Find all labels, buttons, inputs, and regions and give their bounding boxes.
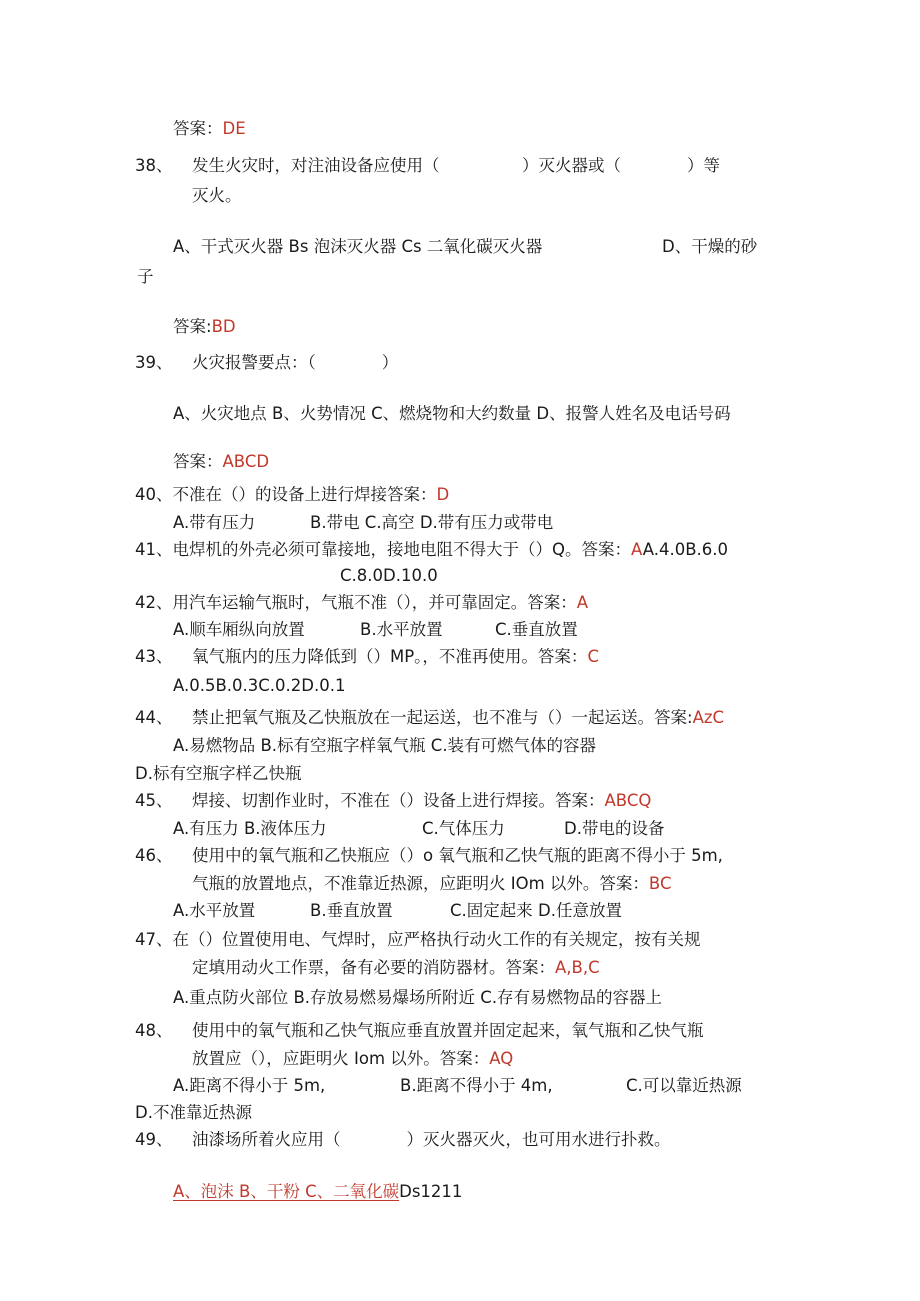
options-line-part: B.带电 C.高空 D.带有压力或带电 [310, 513, 554, 532]
options-line: A.带有压力 [173, 513, 256, 532]
question-line [192, 790, 651, 812]
question-number: 43、 [135, 647, 173, 666]
answer-value: ABCD [222, 452, 270, 471]
options-line: A.水平放置 [173, 901, 256, 920]
question-text-cont: 灭火。 [192, 186, 242, 205]
options-line: A.易燃物品 B.标有空瓶字样氧气瓶 C.装有可燃气体的容器 [173, 736, 597, 755]
question-text: 41、电焊机的外壳必须可靠接地，接地电阻不得大于（）Q。答案： [135, 540, 631, 559]
question-text: 发生火灾时，对注油设备应使用（ ）灭火器或（ ）等 [192, 156, 720, 175]
answer-value: C [587, 647, 599, 666]
question-number: 49、 [135, 1130, 173, 1149]
options-line-part: C.气体压力 [422, 819, 505, 838]
options-line: A.有压力 B.液体压力 [173, 819, 327, 838]
options-line: A、火灾地点 B、火势情况 C、燃烧物和大约数量 D、报警人姓名及电话号码 [173, 404, 731, 423]
options-rest: Ds1211 [399, 1182, 463, 1201]
question-text: 氧气瓶内的压力降低到（）MP。，不准再使用。答案： [192, 647, 588, 666]
options-marked: A、泡沫 B、干粉 C、二氧化碳 [173, 1182, 400, 1201]
question-number: 46、 [135, 846, 173, 865]
options-line-part: B.距离不得小于 4m, [400, 1076, 553, 1095]
answer-value: A [576, 593, 589, 612]
question-text: 焊接、切割作业时，不准在（）设备上进行焊接。答案： [192, 791, 605, 810]
options-line: A.0.5B.0.3C.0.2D.0.1 [173, 676, 346, 695]
question-line [192, 646, 599, 668]
answer-value: BC [648, 874, 672, 893]
question-text: 42、用汽车运输气瓶时，气瓶不准（），并可靠固定。答案： [135, 593, 577, 612]
options-line: A.顺车厢纵向放置 [173, 620, 305, 639]
question-text: 47、在（）位置使用电、气焊时，应严格执行动火工作的有关规定，按有关规 [135, 930, 701, 949]
question-text: 禁止把氧气瓶及乙快瓶放在一起运送，也不准与（）一起运送。答案: [192, 708, 693, 727]
options-line-part: C.垂直放置 [495, 620, 578, 639]
options-line-part: D.带电的设备 [564, 819, 665, 838]
answer-line [173, 316, 236, 338]
question-number: 44、 [135, 708, 173, 727]
options-line: A、干式灭火器 Bs 泡沫灭火器 Cs 二氧化碳灭火器 [173, 237, 543, 256]
answer-value: ABCQ [604, 791, 652, 810]
options-line-cont: D.不准靠近热源 [135, 1103, 252, 1122]
question-line [135, 592, 588, 614]
answer-value: AQ [489, 1049, 514, 1068]
answer-value: A [630, 540, 643, 559]
question-text: 油漆场所着火应用（ ）灭火器灭火，也可用水进行扑救。 [192, 1130, 671, 1149]
question-line [192, 707, 724, 729]
answer-label: 答案: [173, 317, 212, 336]
question-number: 39、 [135, 353, 173, 372]
question-line [135, 539, 728, 561]
answer-value: A,B,C [555, 958, 600, 977]
question-line [192, 957, 600, 979]
options-line-cont: D.标有空瓶字样乙快瓶 [135, 764, 302, 783]
answer-line [173, 118, 246, 140]
options-line-part: C.可以靠近热源 [626, 1076, 742, 1095]
answer-label: 答案： [173, 119, 223, 138]
question-line [192, 1048, 513, 1070]
question-text: 使用中的氧气瓶和乙快瓶应（）o 氧气瓶和乙快气瓶的距离不得小于 5m, [192, 846, 723, 865]
question-number: 48、 [135, 1021, 173, 1040]
options-line-part: C.固定起来 D.任意放置 [450, 901, 622, 920]
question-number: 45、 [135, 791, 173, 810]
question-text: 40、不准在（）的设备上进行焊接答案： [135, 485, 437, 504]
answer-value: BD [211, 317, 236, 336]
question-text-cont: 放置应（），应距明火 Iom 以外。答案： [192, 1049, 490, 1068]
question-text: 使用中的氧气瓶和乙快气瓶应垂直放置并固定起来，氧气瓶和乙快气瓶 [192, 1021, 704, 1040]
options-line: C.8.0D.10.0 [340, 566, 438, 585]
answer-label: 答案： [173, 452, 223, 471]
question-text-cont: 气瓶的放置地点，不准靠近热源，应距明火 IOm 以外。答案： [192, 874, 649, 893]
question-text: 火灾报警要点：（ ） [192, 353, 399, 372]
options-line-part: B.垂直放置 [310, 901, 393, 920]
options-inline: A.4.0B.6.0 [642, 540, 729, 559]
options-line-part: D、干燥的砂 [662, 237, 758, 256]
answer-value: AzC [692, 708, 725, 727]
options-line [173, 1181, 462, 1203]
options-line: A.距离不得小于 5m, [173, 1076, 326, 1095]
answer-line [173, 451, 269, 473]
question-number: 38、 [135, 156, 173, 175]
question-line [135, 484, 449, 506]
answer-value: D [436, 485, 450, 504]
question-line [192, 873, 671, 895]
question-text-cont: 定填用动火工作票，备有必要的消防器材。答案： [192, 958, 555, 977]
options-line-part: B.水平放置 [360, 620, 443, 639]
options-line-cont: 子 [137, 267, 154, 286]
options-line: A.重点防火部位 B.存放易燃易爆场所附近 C.存有易燃物品的容器上 [173, 988, 663, 1007]
answer-value: DE [222, 119, 246, 138]
